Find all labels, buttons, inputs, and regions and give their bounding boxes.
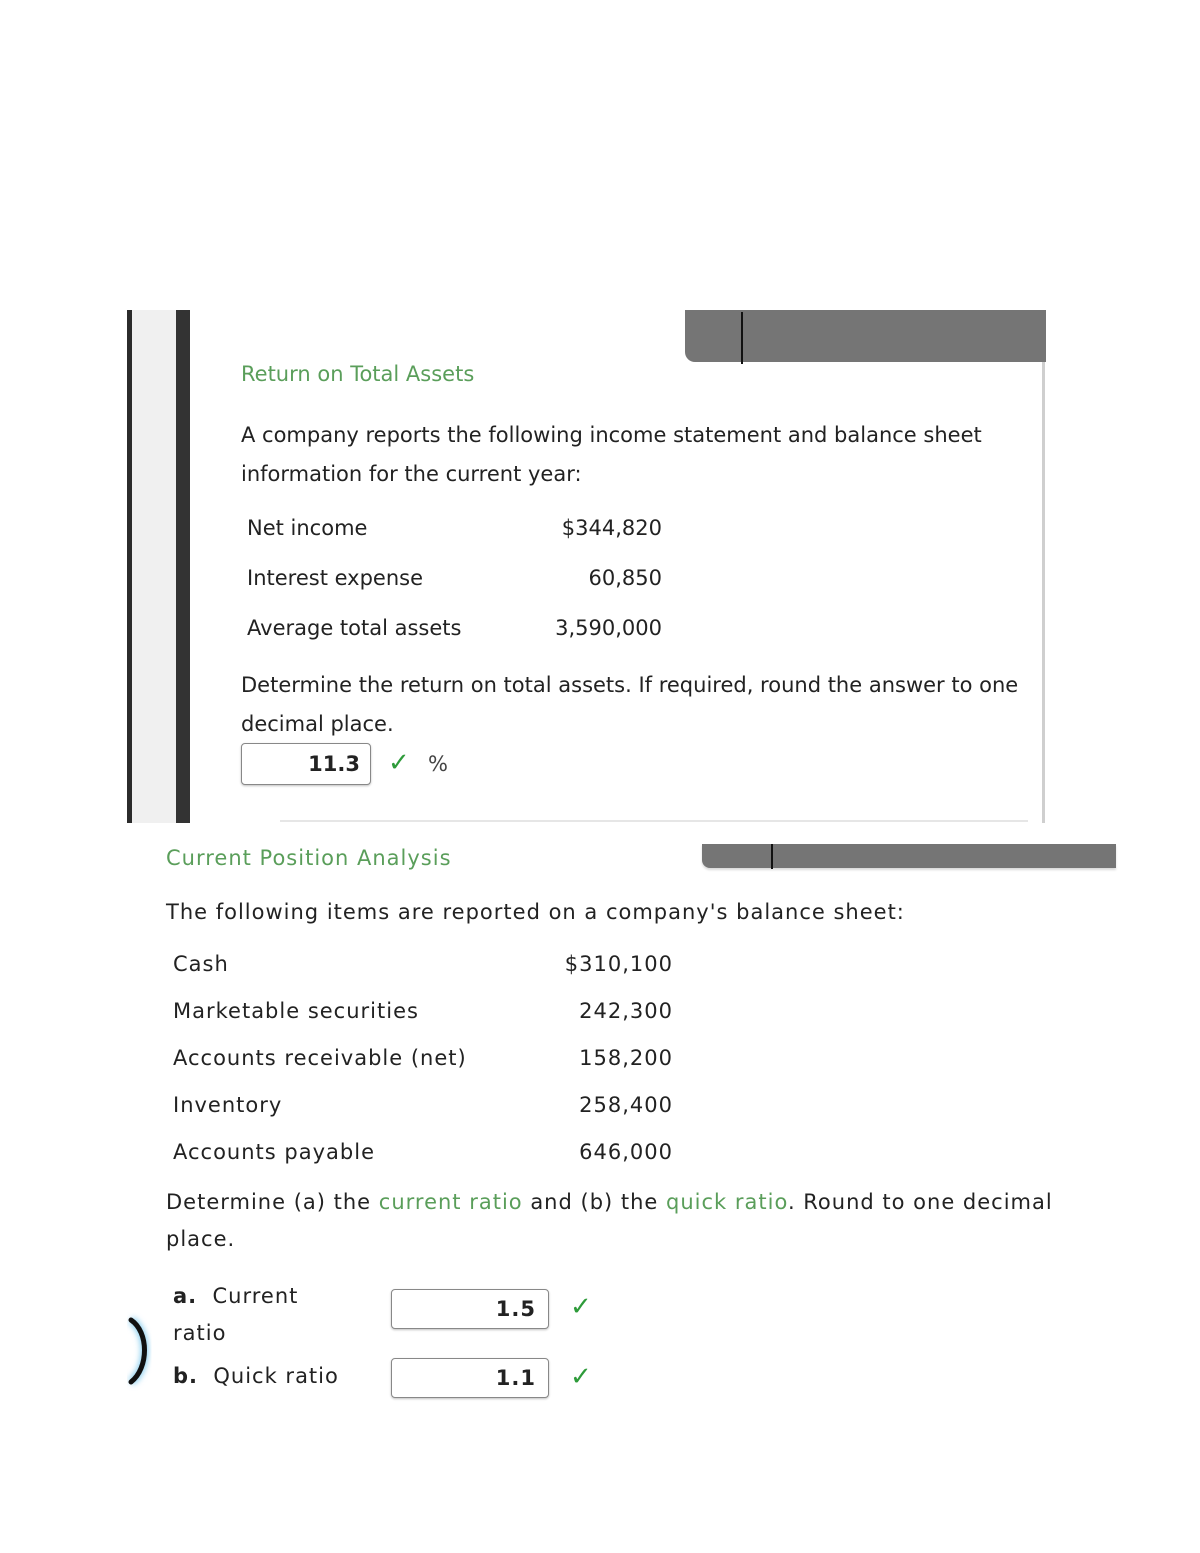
table-row-value: 258,400	[579, 1093, 673, 1117]
table-row-value: $344,820	[561, 516, 662, 540]
problem-1-intro: A company reports the following income statement and balance sheet information for the current year:	[241, 423, 982, 486]
answer-a-label	[173, 1278, 298, 1352]
quick-ratio-link[interactable]: quick ratio	[666, 1190, 788, 1214]
table-row-value: 242,300	[579, 999, 673, 1023]
answer-value: 1.1	[495, 1366, 536, 1390]
problem-2-data-table	[173, 952, 678, 1172]
question-text: . Round to one decimal place.	[166, 1190, 1053, 1251]
panel-header-tab	[685, 310, 1046, 362]
text-cursor-line	[771, 844, 773, 869]
table-row-value: 646,000	[579, 1140, 673, 1164]
return-on-assets-answer-input[interactable]	[241, 743, 371, 785]
edge-bracket-icon	[127, 1312, 167, 1392]
problem-1-data-table	[247, 516, 667, 646]
table-row-label: Accounts payable	[173, 1140, 375, 1164]
table-row-value: 158,200	[579, 1046, 673, 1070]
table-row-label: Accounts receivable (net)	[173, 1046, 467, 1070]
current-ratio-link[interactable]: current ratio	[378, 1190, 523, 1214]
answer-label-text: Quick ratio	[213, 1364, 339, 1388]
panel-header-tab	[702, 844, 1116, 868]
table-row-label: Inventory	[173, 1093, 283, 1117]
left-frame-gutter	[132, 310, 176, 823]
check-icon: ✓	[570, 1292, 592, 1322]
left-frame-inner-bar	[176, 310, 190, 823]
table-row-label: Average total assets	[247, 616, 462, 640]
check-icon: ✓	[388, 748, 410, 778]
answer-label-text: Current	[212, 1284, 299, 1308]
table-row-label: Net income	[247, 516, 368, 540]
table-row-label: Cash	[173, 952, 229, 976]
table-row-value: $310,100	[564, 952, 673, 976]
question-text: Determine (a) the	[166, 1190, 379, 1214]
table-row-label: Interest expense	[247, 566, 423, 590]
table-row-value: 3,590,000	[555, 616, 662, 640]
answer-letter: a.	[173, 1284, 198, 1308]
answer-b-label	[173, 1364, 339, 1388]
problem-2-title: Current Position Analysis	[166, 846, 452, 870]
answer-letter: b.	[173, 1364, 199, 1388]
table-row-value: 60,850	[588, 566, 662, 590]
panel-divider	[280, 820, 1028, 822]
problem-2-question	[166, 1184, 1126, 1258]
table-row-label: Marketable securities	[173, 999, 419, 1023]
current-ratio-answer-input[interactable]	[391, 1289, 549, 1329]
problem-2-intro: The following items are reported on a company's balance sheet:	[166, 900, 905, 924]
panel-right-border	[1042, 362, 1045, 823]
problem-1-question: Determine the return on total assets. If required, round the answer to one decimal place.	[241, 673, 1019, 736]
answer-label-text: ratio	[173, 1321, 227, 1345]
question-text: and (b) the	[522, 1190, 667, 1214]
quick-ratio-answer-input[interactable]	[391, 1358, 549, 1398]
problem-1-title: Return on Total Assets	[241, 362, 475, 386]
percent-unit-label: %	[428, 752, 448, 776]
text-cursor-line	[741, 312, 743, 364]
answer-value: 1.5	[495, 1297, 536, 1321]
check-icon: ✓	[570, 1362, 592, 1392]
answer-value: 11.3	[308, 752, 360, 776]
